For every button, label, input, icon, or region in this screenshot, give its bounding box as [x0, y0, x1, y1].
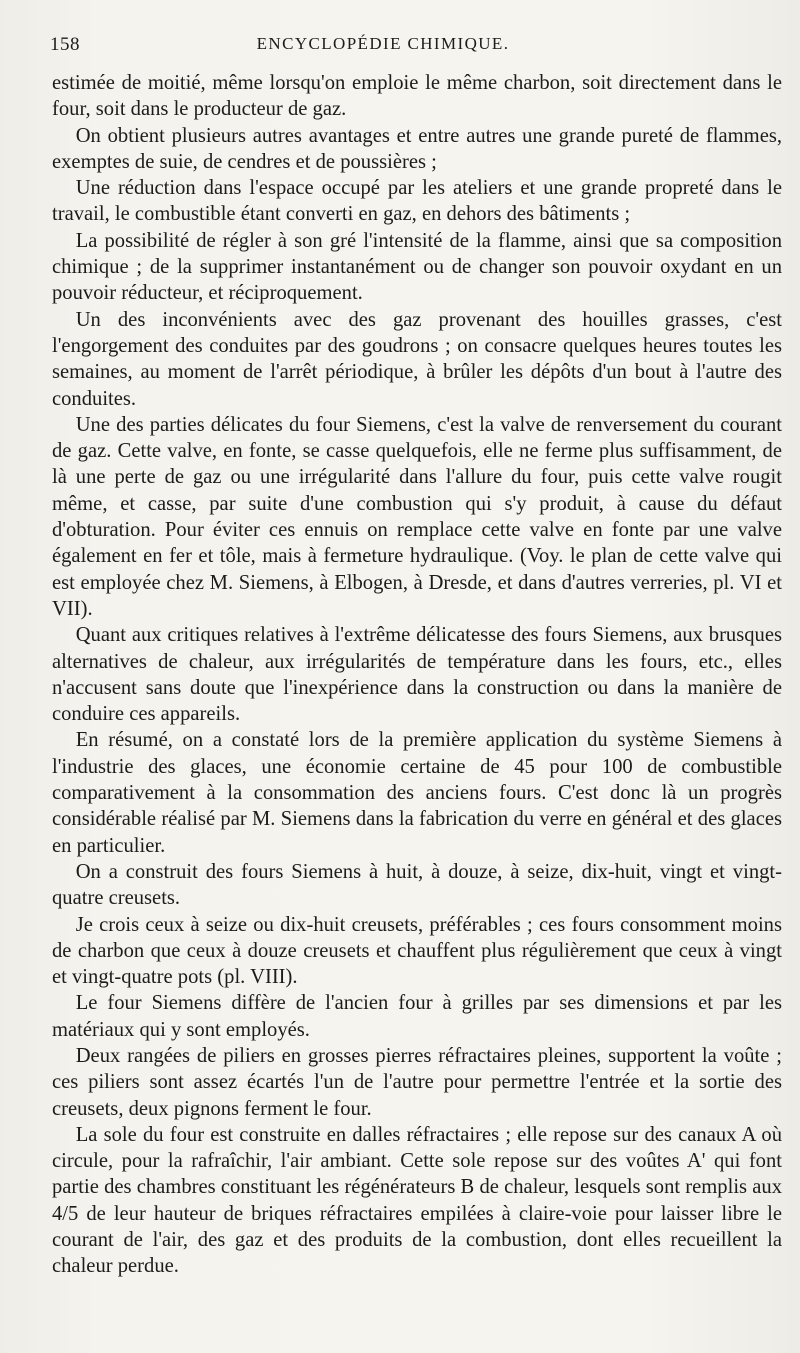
page-header	[50, 34, 776, 62]
paragraph: La sole du four est construite en dalles réfractaires ; elle repose sur des canaux A où circule, pour la rafraîchir, l'air ambiant. Cette sole repose sur des voûtes A' qui font partie des chambres constituant les régénérateurs B de chaleur, lesquels sont remplis aux 4/5 de leur hauteur de briques réfractaires empilées à claire-voie pour laisser libre le courant de l'air, des gaz et des produits de la combustion, dont elles recueillent la chaleur perdue.	[52, 1123, 782, 1278]
paragraph: Quant aux critiques relatives à l'extrême délicatesse des fours Siemens, aux brusques alternatives de chaleur, aux irrégularités de température dans les fours, etc., elles n'accusent sans doute que l'inexpérience dans la construction ou dans la manière de conduire ces appareils.	[52, 624, 782, 726]
paragraph: Une des parties délicates du four Siemens, c'est la valve de renversement du courant de gaz. Cette valve, en fonte, se casse quelquefois, elle ne ferme plus suffisamment, de là une perte de gaz ou une irrégularité dans l'allure du four, puis cette valve rougit même, et casse, par suite d'une combustion qui s'y produit, à cause du défaut d'obturation. Pour éviter ces ennuis on remplace cette valve en fonte par une valve également en fer et tôle, mais à fermeture hydraulique. (Voy. le plan de cette valve qui est employée chez M. Siemens, à Elbogen, à Dresde, et dans d'autres verreries, pl. VI et VII).	[52, 413, 782, 620]
paragraph: Une réduction dans l'espace occupé par les ateliers et une grande propreté dans le travail, le combustible étant converti en gaz, en dehors des bâtiments ;	[52, 177, 782, 226]
paragraph: On obtient plusieurs autres avantages et entre autres une grande pureté de flammes, exemptes de suie, de cendres et de poussières ;	[52, 124, 782, 173]
paragraph: Deux rangées de piliers en grosses pierres réfractaires pleines, supportent la voûte ; ces piliers sont assez écartés l'un de l'autre pour permettre l'entrée et la sortie des creusets, deux pignons ferment le four.	[52, 1044, 782, 1120]
paragraph: Un des inconvénients avec des gaz provenant des houilles grasses, c'est l'engorgement des conduites par des goudrons ; on consacre quelques heures toutes les semaines, au moment de l'arrêt périodique, à brûler les dépôts d'un bout à l'autre des conduites.	[52, 308, 782, 410]
paragraph: En résumé, on a constaté lors de la première application du système Siemens à l'industrie des glaces, une économie certaine de 45 pour 100 de combustible comparativement à la consommation des anciens fours. C'est donc là un progrès considérable réalisé par M. Siemens dans la fabrication du verre en général et des glaces en particulier.	[52, 729, 782, 857]
paragraph: On a construit des fours Siemens à huit, à douze, à seize, dix-huit, vingt et vingt-quatre creusets.	[52, 860, 782, 910]
running-title: ENCYCLOPÉDIE CHIMIQUE.	[256, 34, 510, 53]
paragraph: Le four Siemens diffère de l'ancien four à grilles par ses dimensions et par les matériaux qui y sont employés.	[52, 992, 782, 1041]
page-number: 158	[50, 34, 80, 55]
paragraph: La possibilité de régler à son gré l'intensité de la flamme, ainsi que sa composition chimique ; de la supprimer instantanément ou de changer son pouvoir oxydant en un pouvoir réducteur, et réciproquement.	[52, 229, 782, 305]
paragraph: Je crois ceux à seize ou dix-huit creusets, préférables ; ces fours consomment moins de charbon que ceux à douze creusets et chauffent plus régulièrement que ceux à vingt et vingt-quatre pots (pl. VIII).	[52, 913, 782, 989]
paragraph-continuation: estimée de moitié, même lorsqu'on emploie le même charbon, soit directement dans le four, soit dans le producteur de gaz.	[52, 72, 782, 121]
body-text	[52, 70, 782, 1280]
